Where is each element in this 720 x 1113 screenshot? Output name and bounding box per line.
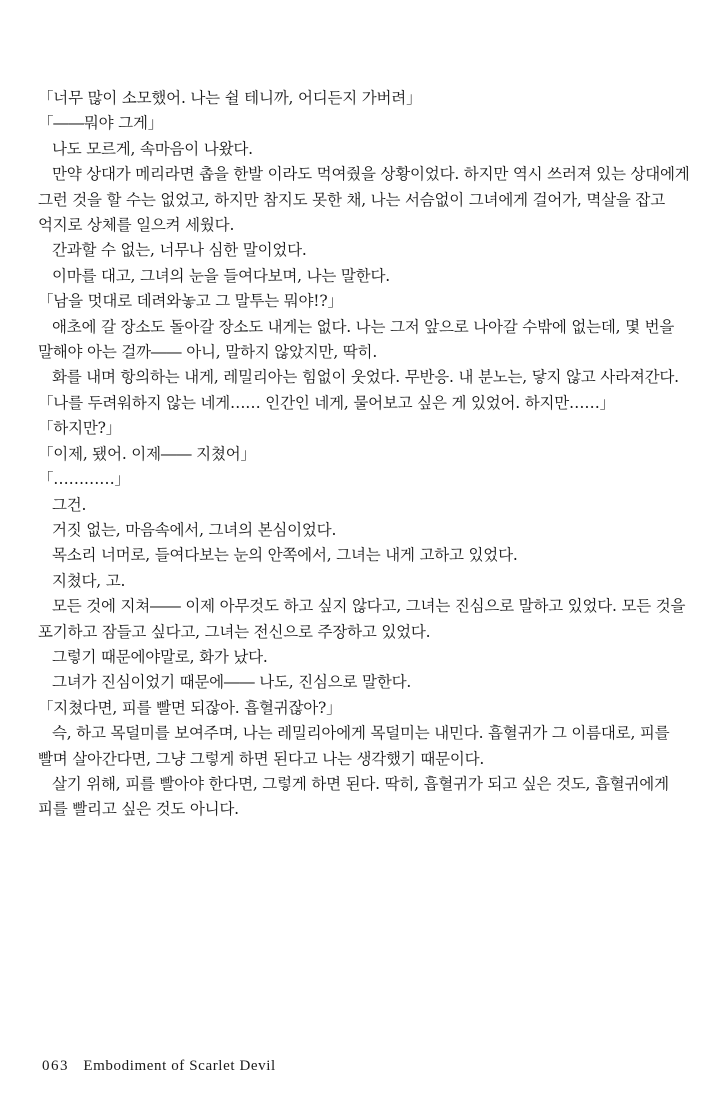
narration-paragraph: 간과할 수 없는, 너무나 심한 말이었다. — [51, 241, 307, 260]
narration-paragraph: 슥, 하고 목덜미를 보여주며, 나는 레밀리아에게 목덜미는 내민다. 흡혈귀가 그 이름대로, 피를 빨며 살아간다면, 그냥 그렇게 하면 된다고 나는 생각했기 때문이다. — [38, 724, 670, 768]
narration-paragraph: 화를 내며 항의하는 내게, 레밀리아는 힘없이 웃었다. 무반응. 내 분노는, 닿지 않고 사라져간다. — [51, 368, 679, 387]
narration-paragraph: 모든 것에 지쳐―― 이제 아무것도 하고 싶지 않다고, 그녀는 진심으로 말하고 있었다. 모든 것을 포기하고 잠들고 싶다고, 그녀는 전신으로 주장하고 있었다. — [38, 597, 686, 641]
narration-paragraph: 그렇기 때문에야말로, 화가 났다. — [51, 647, 268, 666]
dialogue-line: 「――뭐야 그게」 — [38, 114, 164, 133]
narration-paragraph: 이마를 대고, 그녀의 눈을 들여다보며, 나는 말한다. — [51, 266, 390, 285]
page-number: 063 — [42, 1058, 69, 1074]
dialogue-line: 「하지만?」 — [38, 419, 122, 438]
dialogue-line: 「남을 멋대로 데려와놓고 그 말투는 뭐야!?」 — [38, 292, 343, 311]
narration-paragraph: 살기 위해, 피를 빨아야 한다면, 그렇게 하면 된다. 딱히, 흡혈귀가 되고 싶은 것도, 흡혈귀에게 피를 빨리고 싶은 것도 아니다. — [38, 774, 669, 819]
body-text — [38, 86, 690, 823]
page-footer — [42, 1058, 276, 1075]
narration-paragraph: 그녀가 진심이었기 때문에―― 나도, 진심으로 말한다. — [51, 673, 412, 692]
book-title: Embodiment of Scarlet Devil — [83, 1058, 276, 1074]
narration-paragraph: 지쳤다, 고. — [51, 571, 126, 590]
dialogue-line: 「…………」 — [38, 470, 130, 489]
dialogue-line: 「너무 많이 소모했어. 나는 쉴 테니까, 어디든지 가버려」 — [38, 89, 422, 107]
narration-paragraph: 거짓 없는, 마음속에서, 그녀의 본심이었다. — [51, 520, 337, 539]
narration-paragraph: 만약 상대가 메리라면 촙을 한발 이라도 먹여줬을 상황이었다. 하지만 역시 쓰러져 있는 상대에게 그런 것을 할 수는 없었고, 하지만 참지도 못한 채, 나는 서슴없이 그녀에게 걸어가, 멱살을 잡고 억지로 상체를 일으켜 세웠다. — [38, 165, 690, 235]
narration-paragraph: 애초에 갈 장소도 돌아갈 장소도 내게는 없다. 나는 그저 앞으로 나아갈 수밖에 없는데, 몇 번을 말해야 아는 걸까―― 아니, 말하지 않았지만, 딱히. — [38, 317, 675, 362]
narration-paragraph: 나도 모르게, 속마음이 나왔다. — [51, 139, 253, 158]
narration-paragraph: 목소리 너머로, 들여다보는 눈의 안쪽에서, 그녀는 내게 고하고 있었다. — [51, 546, 518, 565]
narration-paragraph: 그건. — [51, 495, 87, 514]
dialogue-line: 「나를 두려워하지 않는 네게…… 인간인 네게, 물어보고 싶은 게 있었어. 하지만……」 — [38, 393, 615, 412]
dialogue-line: 「이제, 됐어. 이제―― 지쳤어」 — [38, 444, 256, 463]
dialogue-line: 「지쳤다면, 피를 빨면 되잖아. 흡혈귀잖아?」 — [38, 698, 342, 717]
